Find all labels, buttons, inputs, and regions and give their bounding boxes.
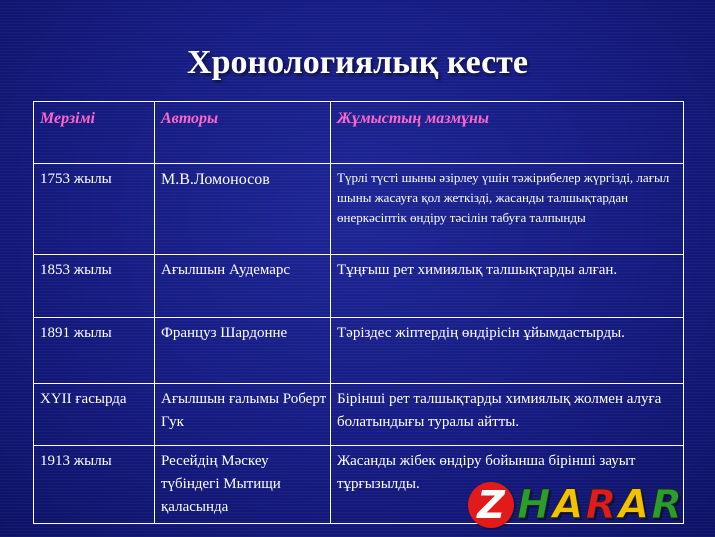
- logo-letter: A: [618, 482, 650, 528]
- cell-content: Түрлі түсті шыны әзірлеу үшін тәжірибелер жүргізді, лағыл шыны жасауға қол жеткізді, жасанды талшықтардан өнеркәсіптік өндіру тәсілін табуға талпынды: [331, 164, 684, 255]
- header-date: Мерзімі: [34, 102, 155, 164]
- logo-z-badge: Z: [468, 482, 514, 528]
- cell-date: 1891 жылы: [34, 318, 155, 384]
- cell-author: Ресейдің Мәскеу түбіндегі Мытищи қаласында: [155, 446, 331, 524]
- table-header-row: [34, 102, 684, 164]
- cell-content: Тәріздес жіптердің өндірісін ұйымдастырды.: [331, 318, 684, 384]
- header-content: Жұмыстың мазмұны: [331, 102, 684, 164]
- cell-date: 1753 жылы: [34, 164, 155, 255]
- cell-author: М.В.Ломоносов: [155, 164, 331, 255]
- page-title: Хронологиялық кесте: [187, 44, 528, 81]
- cell-author: Ағылшын ғалымы Роберт Гук: [155, 384, 331, 446]
- logo-letter: R: [651, 482, 683, 528]
- chronology-table: [33, 101, 684, 524]
- cell-date: 1853 жылы: [34, 255, 155, 318]
- table-row: [34, 164, 684, 255]
- cell-author: Ағылшын Аудемарс: [155, 255, 331, 318]
- table-row: [34, 384, 684, 446]
- cell-date: 1913 жылы: [34, 446, 155, 524]
- table-row: [34, 255, 684, 318]
- cell-content: Тұңғыш рет химиялық талшықтарды алған.: [331, 255, 684, 318]
- logo-letter: A: [552, 482, 584, 528]
- logo-letter: R: [585, 482, 617, 528]
- logo-letter: H: [517, 482, 551, 528]
- header-author: Авторы: [155, 102, 331, 164]
- zharar-logo[interactable]: [468, 482, 683, 528]
- cell-content: Жасанды жібек өндіру бойынша бірінші зауыт тұрғызылды.: [331, 446, 684, 524]
- cell-author: Француз Шардонне: [155, 318, 331, 384]
- cell-date: XYII ғасырда: [34, 384, 155, 446]
- table-row: [34, 318, 684, 384]
- cell-content: Бірінші рет талшықтарды химиялық жолмен алуға болатындығы туралы айтты.: [331, 384, 684, 446]
